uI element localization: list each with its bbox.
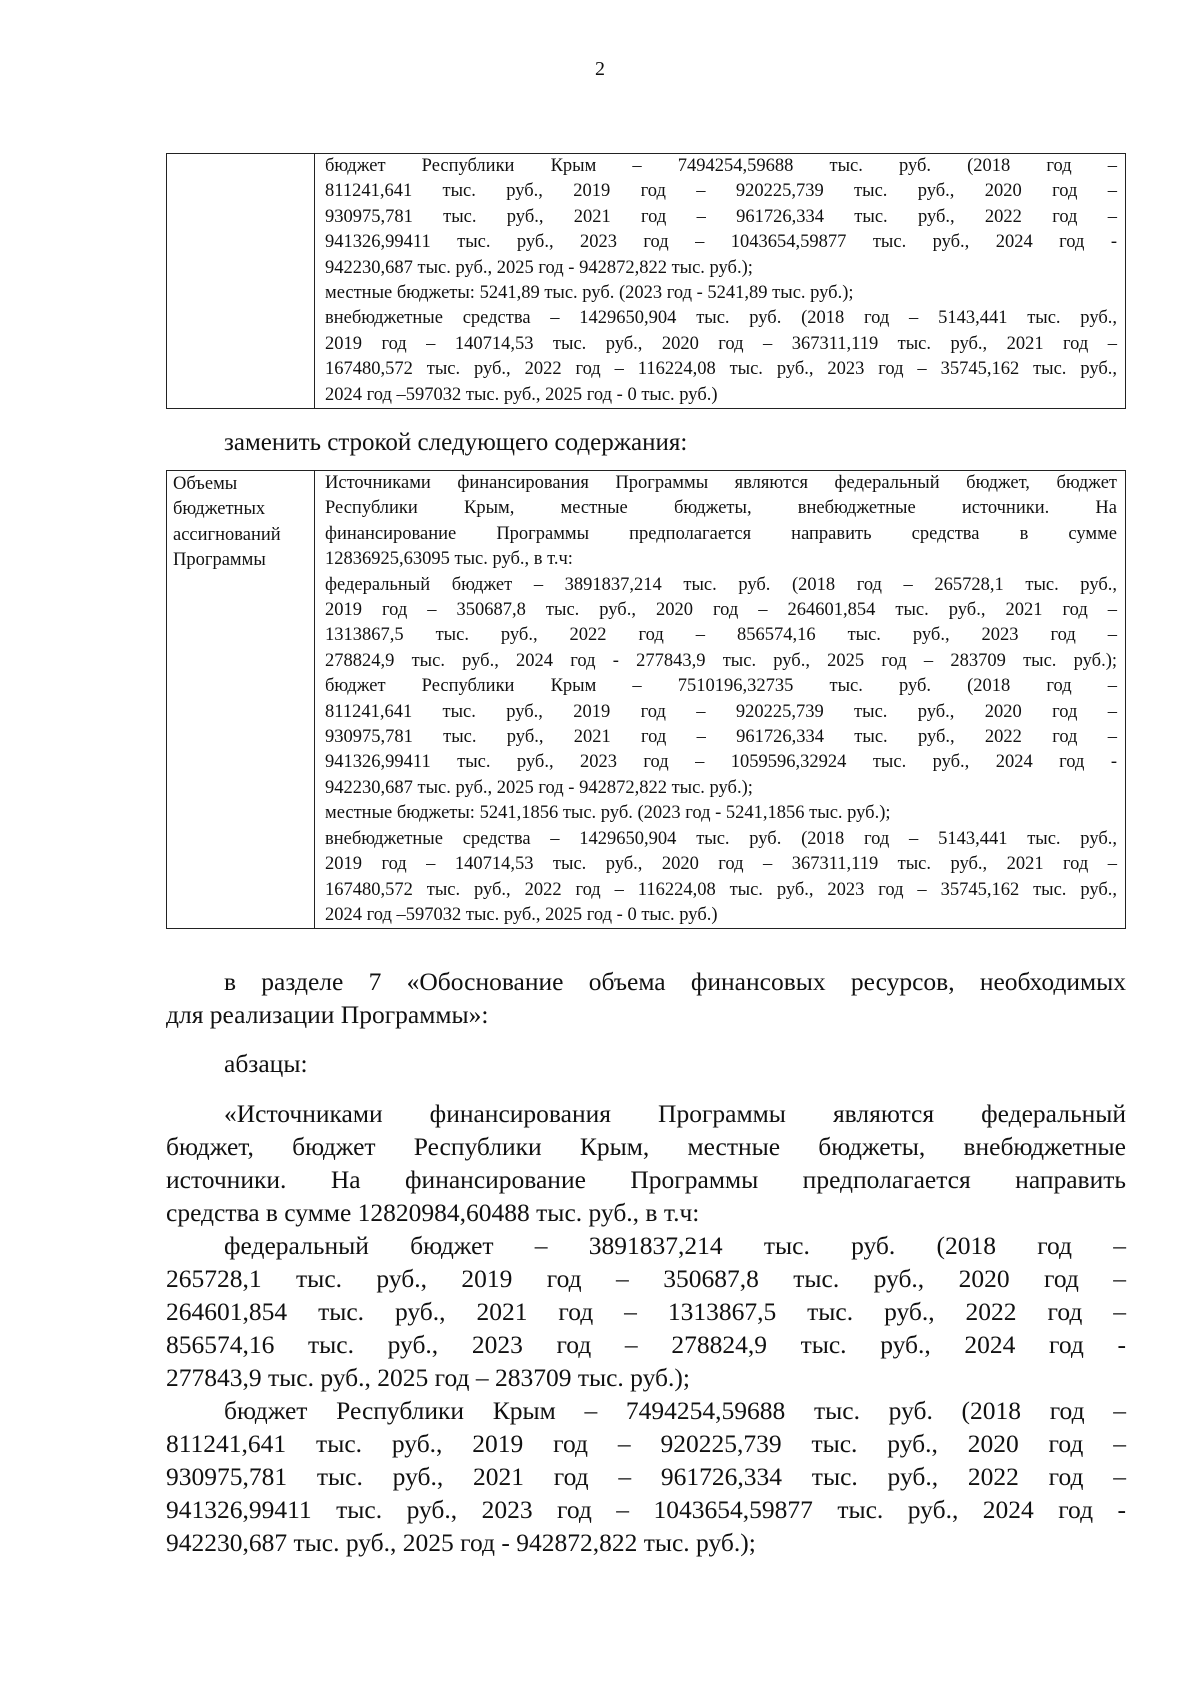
table-line: местные бюджеты: 5241,1856 тыс. руб. (2023 год - 5241,1856 тыс. руб.); [325, 803, 891, 824]
table-line: внебюджетные средства – 1429650,904 тыс. руб. (2018 год – 5143,441 тыс. руб., [325, 308, 1117, 329]
paragraph-line: в разделе 7 «Обоснование объема финансовых ресурсов, необходимых [224, 967, 1126, 996]
table-line: 2019 год – 140714,53 тыс. руб., 2020 год – 367311,119 тыс. руб., 2021 год – [325, 333, 1117, 354]
paragraph-line: 942230,687 тыс. руб., 2025 год - 942872,822 тыс. руб.); [166, 1528, 756, 1557]
table-line: 942230,687 тыс. руб., 2025 год - 942872,822 тыс. руб.); [325, 257, 753, 278]
table-line: 12836925,63095 тыс. руб., в т.ч: [325, 549, 573, 570]
table-line: местные бюджеты: 5241,89 тыс. руб. (2023 год - 5241,89 тыс. руб.); [325, 283, 854, 304]
table-line: 941326,99411 тыс. руб., 2023 год – 1043654,59877 тыс. руб., 2024 год - [325, 232, 1117, 253]
paragraph-line: федеральный бюджет – 3891837,214 тыс. руб. (2018 год – [224, 1231, 1126, 1260]
paragraph-line: 930975,781 тыс. руб., 2021 год – 961726,334 тыс. руб., 2022 год – [166, 1462, 1126, 1491]
replace-instruction: заменить строкой следующего содержания: [224, 429, 688, 456]
table-content-cell [315, 471, 1126, 929]
paragraph-line: абзацы: [224, 1049, 308, 1078]
paragraph-line: бюджет, бюджет Республики Крым, местные бюджеты, внебюджетные [166, 1132, 1126, 1161]
paragraph-line: бюджет Республики Крым – 7494254,59688 тыс. руб. (2018 год – [224, 1396, 1126, 1425]
table-line: бюджет Республики Крым – 7510196,32735 тыс. руб. (2018 год – [325, 676, 1117, 697]
label-line: бюджетных [173, 499, 266, 520]
paragraph-line: 941326,99411 тыс. руб., 2023 год – 1043654,59877 тыс. руб., 2024 год - [166, 1495, 1126, 1524]
old-budget-table [166, 153, 1126, 409]
paragraph-line: 264601,854 тыс. руб., 2021 год – 1313867,5 тыс. руб., 2022 год – [166, 1297, 1126, 1326]
label-line: ассигнований [173, 524, 281, 545]
table-line: 2019 год – 350687,8 тыс. руб., 2020 год – 264601,854 тыс. руб., 2021 год – [325, 600, 1117, 621]
table-line: 1313867,5 тыс. руб., 2022 год – 856574,16 тыс. руб., 2023 год – [325, 625, 1117, 646]
quoted-paragraphs [166, 1097, 1126, 1559]
paragraph-line: средства в сумме 12820984,60488 тыс. руб., в т.ч: [166, 1198, 700, 1227]
table-line: бюджет Республики Крым – 7494254,59688 тыс. руб. (2018 год – [325, 156, 1117, 176]
table-line: финансирование Программы предполагается направить средства в сумме [325, 523, 1117, 544]
paragraph-line: 856574,16 тыс. руб., 2023 год – 278824,9 тыс. руб., 2024 год - [166, 1330, 1126, 1359]
table-line: 930975,781 тыс. руб., 2021 год – 961726,334 тыс. руб., 2022 год – [325, 727, 1117, 748]
paragraph-line: 277843,9 тыс. руб., 2025 год – 283709 тыс. руб.); [166, 1363, 690, 1392]
abzacy-label [166, 1047, 1126, 1080]
table-content-cell [315, 154, 1126, 409]
table-line: Источниками финансирования Программы являются федеральный бюджет, бюджет [325, 473, 1117, 493]
new-budget-table [166, 470, 1126, 929]
table-line: 167480,572 тыс. руб., 2022 год – 116224,08 тыс. руб., 2023 год – 35745,162 тыс. руб., [325, 879, 1117, 900]
table-line: внебюджетные средства – 1429650,904 тыс. руб. (2018 год – 5143,441 тыс. руб., [325, 828, 1117, 849]
table-line: 2024 год –597032 тыс. руб., 2025 год - 0 тыс. руб.) [325, 904, 718, 925]
table-line: 811241,641 тыс. руб., 2019 год – 920225,739 тыс. руб., 2020 год – [325, 701, 1117, 722]
label-line: Объемы [173, 474, 238, 494]
table-line: 942230,687 тыс. руб., 2025 год - 942872,822 тыс. руб.); [325, 777, 753, 798]
table-line: федеральный бюджет – 3891837,214 тыс. руб. (2018 год – 265728,1 тыс. руб., [325, 574, 1117, 595]
section-paragraph [166, 965, 1126, 1031]
table-line: 941326,99411 тыс. руб., 2023 год – 1059596,32924 тыс. руб., 2024 год - [325, 752, 1117, 773]
table-line: 2019 год – 140714,53 тыс. руб., 2020 год – 367311,119 тыс. руб., 2021 год – [325, 854, 1117, 875]
table-line: 278824,9 тыс. руб., 2024 год - 277843,9 тыс. руб., 2025 год – 283709 тыс. руб.); [325, 650, 1117, 671]
table-line: 811241,641 тыс. руб., 2019 год – 920225,739 тыс. руб., 2020 год – [325, 181, 1117, 202]
label-line: Программы [173, 550, 266, 571]
table-label-cell [167, 471, 315, 929]
paragraph-line: «Источниками финансирования Программы являются федеральный [224, 1099, 1126, 1128]
table-line: 2024 год –597032 тыс. руб., 2025 год - 0 тыс. руб.) [325, 384, 718, 405]
table-label-cell [167, 154, 315, 409]
paragraph-line: 811241,641 тыс. руб., 2019 год – 920225,739 тыс. руб., 2020 год – [166, 1429, 1126, 1458]
table-line: Республики Крым, местные бюджеты, внебюджетные источники. На [325, 498, 1117, 519]
table-line: 167480,572 тыс. руб., 2022 год – 116224,08 тыс. руб., 2023 год – 35745,162 тыс. руб., [325, 359, 1117, 380]
paragraph-line: источники. На финансирование Программы предполагается направить [166, 1165, 1126, 1194]
paragraph-line: 265728,1 тыс. руб., 2019 год – 350687,8 тыс. руб., 2020 год – [166, 1264, 1126, 1293]
table-row [167, 154, 1126, 409]
paragraph-line: для реализации Программы»: [166, 1000, 489, 1029]
table-line: 930975,781 тыс. руб., 2021 год – 961726,334 тыс. руб., 2022 год – [325, 206, 1117, 227]
table-row [167, 471, 1126, 929]
page-number: 2 [595, 58, 605, 80]
